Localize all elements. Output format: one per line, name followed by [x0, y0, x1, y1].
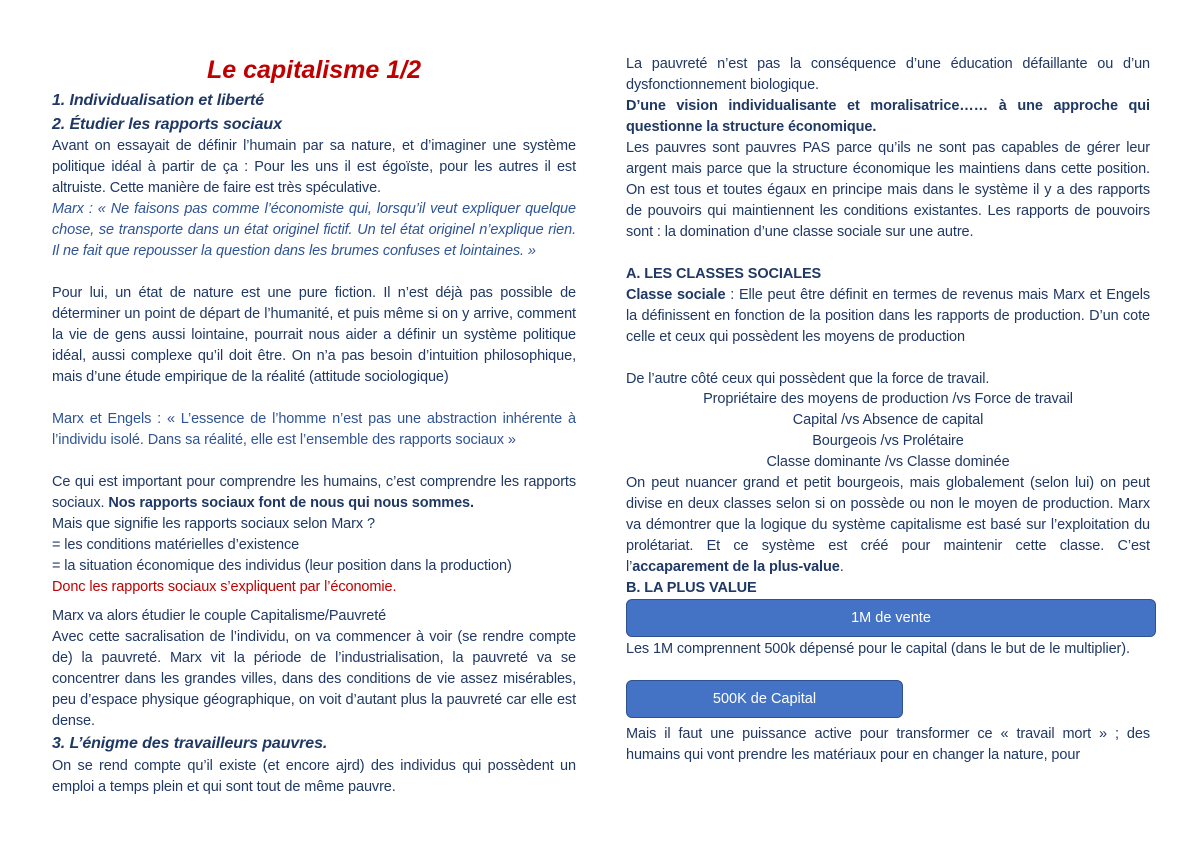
heading-individualisation: 1. Individualisation et liberté [52, 92, 265, 109]
line-conditions-materielles: = les conditions matérielles d’existence [52, 537, 300, 553]
paragraph-comprendre-rapports [52, 472, 576, 514]
paragraph-travail-mort: Mais il faut une puissance active pour transformer ce « travail mort » ; des humains qui vont prendre les matériaux pour en changer la nature, pour [626, 726, 1150, 763]
heading-rapports-sociaux: 2. Étudier les rapports sociaux [52, 116, 282, 133]
paragraph-vision-moralisatrice: D’une vision individualisante et moralisatrice…… à une approche qui questionne la structure économique. [626, 98, 1150, 135]
line-situation-economique: = la situation économique des individus (leur position dans la production) [52, 558, 512, 574]
quote-marx-engels: Marx et Engels : « L’essence de l’homme n’est pas une abstraction inhérente à l’individu isolé. Dans sa réalité, elle est l’ensemble des rapports sociaux » [52, 411, 576, 448]
heading-plus-value: B. LA PLUS VALUE [626, 580, 757, 596]
paragraph-comprendre-bold: Nos rapports sociaux font de nous qui nous sommes. [108, 495, 474, 511]
box-1m-vente: 1M de vente [626, 599, 1156, 637]
paragraph-1m: Les 1M comprennent 500k dépensé pour le capital (dans le but de le multiplier). [626, 641, 1130, 657]
line-capitalisme-pauvrete: Marx va alors étudier le couple Capitalisme/Pauvreté [52, 608, 387, 624]
contrast-bourgeois: Bourgeois /vs Prolétaire [812, 433, 964, 449]
paragraph-nuancer-end: . [839, 559, 844, 575]
heading-travailleurs-pauvres: 3. L’énigme des travailleurs pauvres. [52, 735, 328, 752]
term-plus-value: accaparement de la plus-value [632, 559, 840, 575]
paragraph-sacralisation: Avec cette sacralisation de l’individu, on va commencer à voir (se rendre compte de) la pauvreté. Marx vit la période de l’industrialisation, la pauvreté va se concentrer dans les grandes villes, dans des conditions de vie assez misérables, peu d’espace physique géographique, on voit d’autant plus la pauvreté car elle est dense. [52, 629, 576, 729]
paragraph-nuancer [626, 473, 1150, 578]
line-force-de-travail: De l’autre côté ceux qui possèdent que la force de travail. [626, 371, 990, 387]
paragraph-pauvrete-cause: La pauvreté n’est pas la conséquence d’une éducation défaillante ou d’un dysfonctionnement biologique. [626, 56, 1150, 93]
definition-classe-sociale: : Elle peut être définit en termes de revenus mais Marx et Engels la définissent en fonction de la position dans les rapports de production. D’un cote celle et ceux qui possèdent les moyens de production [626, 287, 1150, 345]
contrast-capital: Capital /vs Absence de capital [792, 412, 984, 428]
heading-classes-sociales: A. LES CLASSES SOCIALES [626, 266, 822, 282]
line-conclusion-economie: Donc les rapports sociaux s’expliquent par l’économie. [52, 579, 397, 595]
paragraph-pauvres: Les pauvres sont pauvres PAS parce qu’ils ne sont pas capables de gérer leur argent mais parce que la structure économique les maintiens dans cette position. On est tous et toutes égaux en principe mais dans le système il y a des rapports de pouvoirs qui maintiennent les conditions existantes. Les rapports de pouvoirs sont : la domination d’une classe sociale sur une autre. [626, 140, 1150, 240]
contrast-classe-dominante: Classe dominante /vs Classe dominée [766, 454, 1010, 470]
paragraph-travailleurs-pauvres: On se rend compte qu’il existe (et encore ajrd) des individus qui possèdent un emploi a temps plein et qui sont tout de même pauvre. [52, 758, 576, 795]
contrast-proprietaire: Propriétaire des moyens de production /vs Force de travail [703, 391, 1073, 407]
paragraph-classe-sociale [626, 285, 1150, 348]
box-500k-capital: 500K de Capital [626, 680, 903, 718]
paragraph-nature-humaine: Avant on essayait de définir l’humain par sa nature, et d’imaginer une système politique idéal à partir de ça : Pour les uns il est égoïste, pour les autres il est altruiste. Cette manière de faire est très spéculative. [52, 138, 576, 196]
line-question-rapports: Mais que signifie les rapports sociaux selon Marx ? [52, 516, 375, 532]
page-title: Le capitalisme 1/2 [206, 56, 421, 84]
term-classe-sociale: Classe sociale [626, 287, 726, 303]
paragraph-comprendre-text: Ce qui est important pour comprendre les humains, c’est comprendre les rapports sociaux. [52, 474, 576, 511]
paragraph-nuancer-text: On peut nuancer grand et petit bourgeois, mais globalement (selon lui) on peut divise en deux classes selon si on possède ou non le moyen de production. Marx va démontrer que la logique du système capitalisme est basé sur l’exploitation du prolétariat. Et ce système est créé pour maintenir cette classe. C’est l’ [626, 475, 1150, 575]
quote-marx-economiste: Marx : « Ne faisons pas comme l’économiste qui, lorsqu’il veut expliquer quelque chose, se transporte dans un état originel fictif. Un tel état originel n’explique rien. Il ne fait que repousser la question dans les brumes confuses et lointaines. » [52, 201, 576, 259]
paragraph-etat-de-nature: Pour lui, un état de nature est une pure fiction. Il n’est déjà pas possible de déterminer un point de départ de l’humanité, et puis même si on y arrive, comment la vie de gens aussi lointaine, pourrait nous aider a définir un système politique idéal, aussi complexe qu’il doit être. On n’a pas besoin d’intuition philosophique, mais d’une étude empirique de la réalité (attitude sociologique) [52, 285, 576, 385]
